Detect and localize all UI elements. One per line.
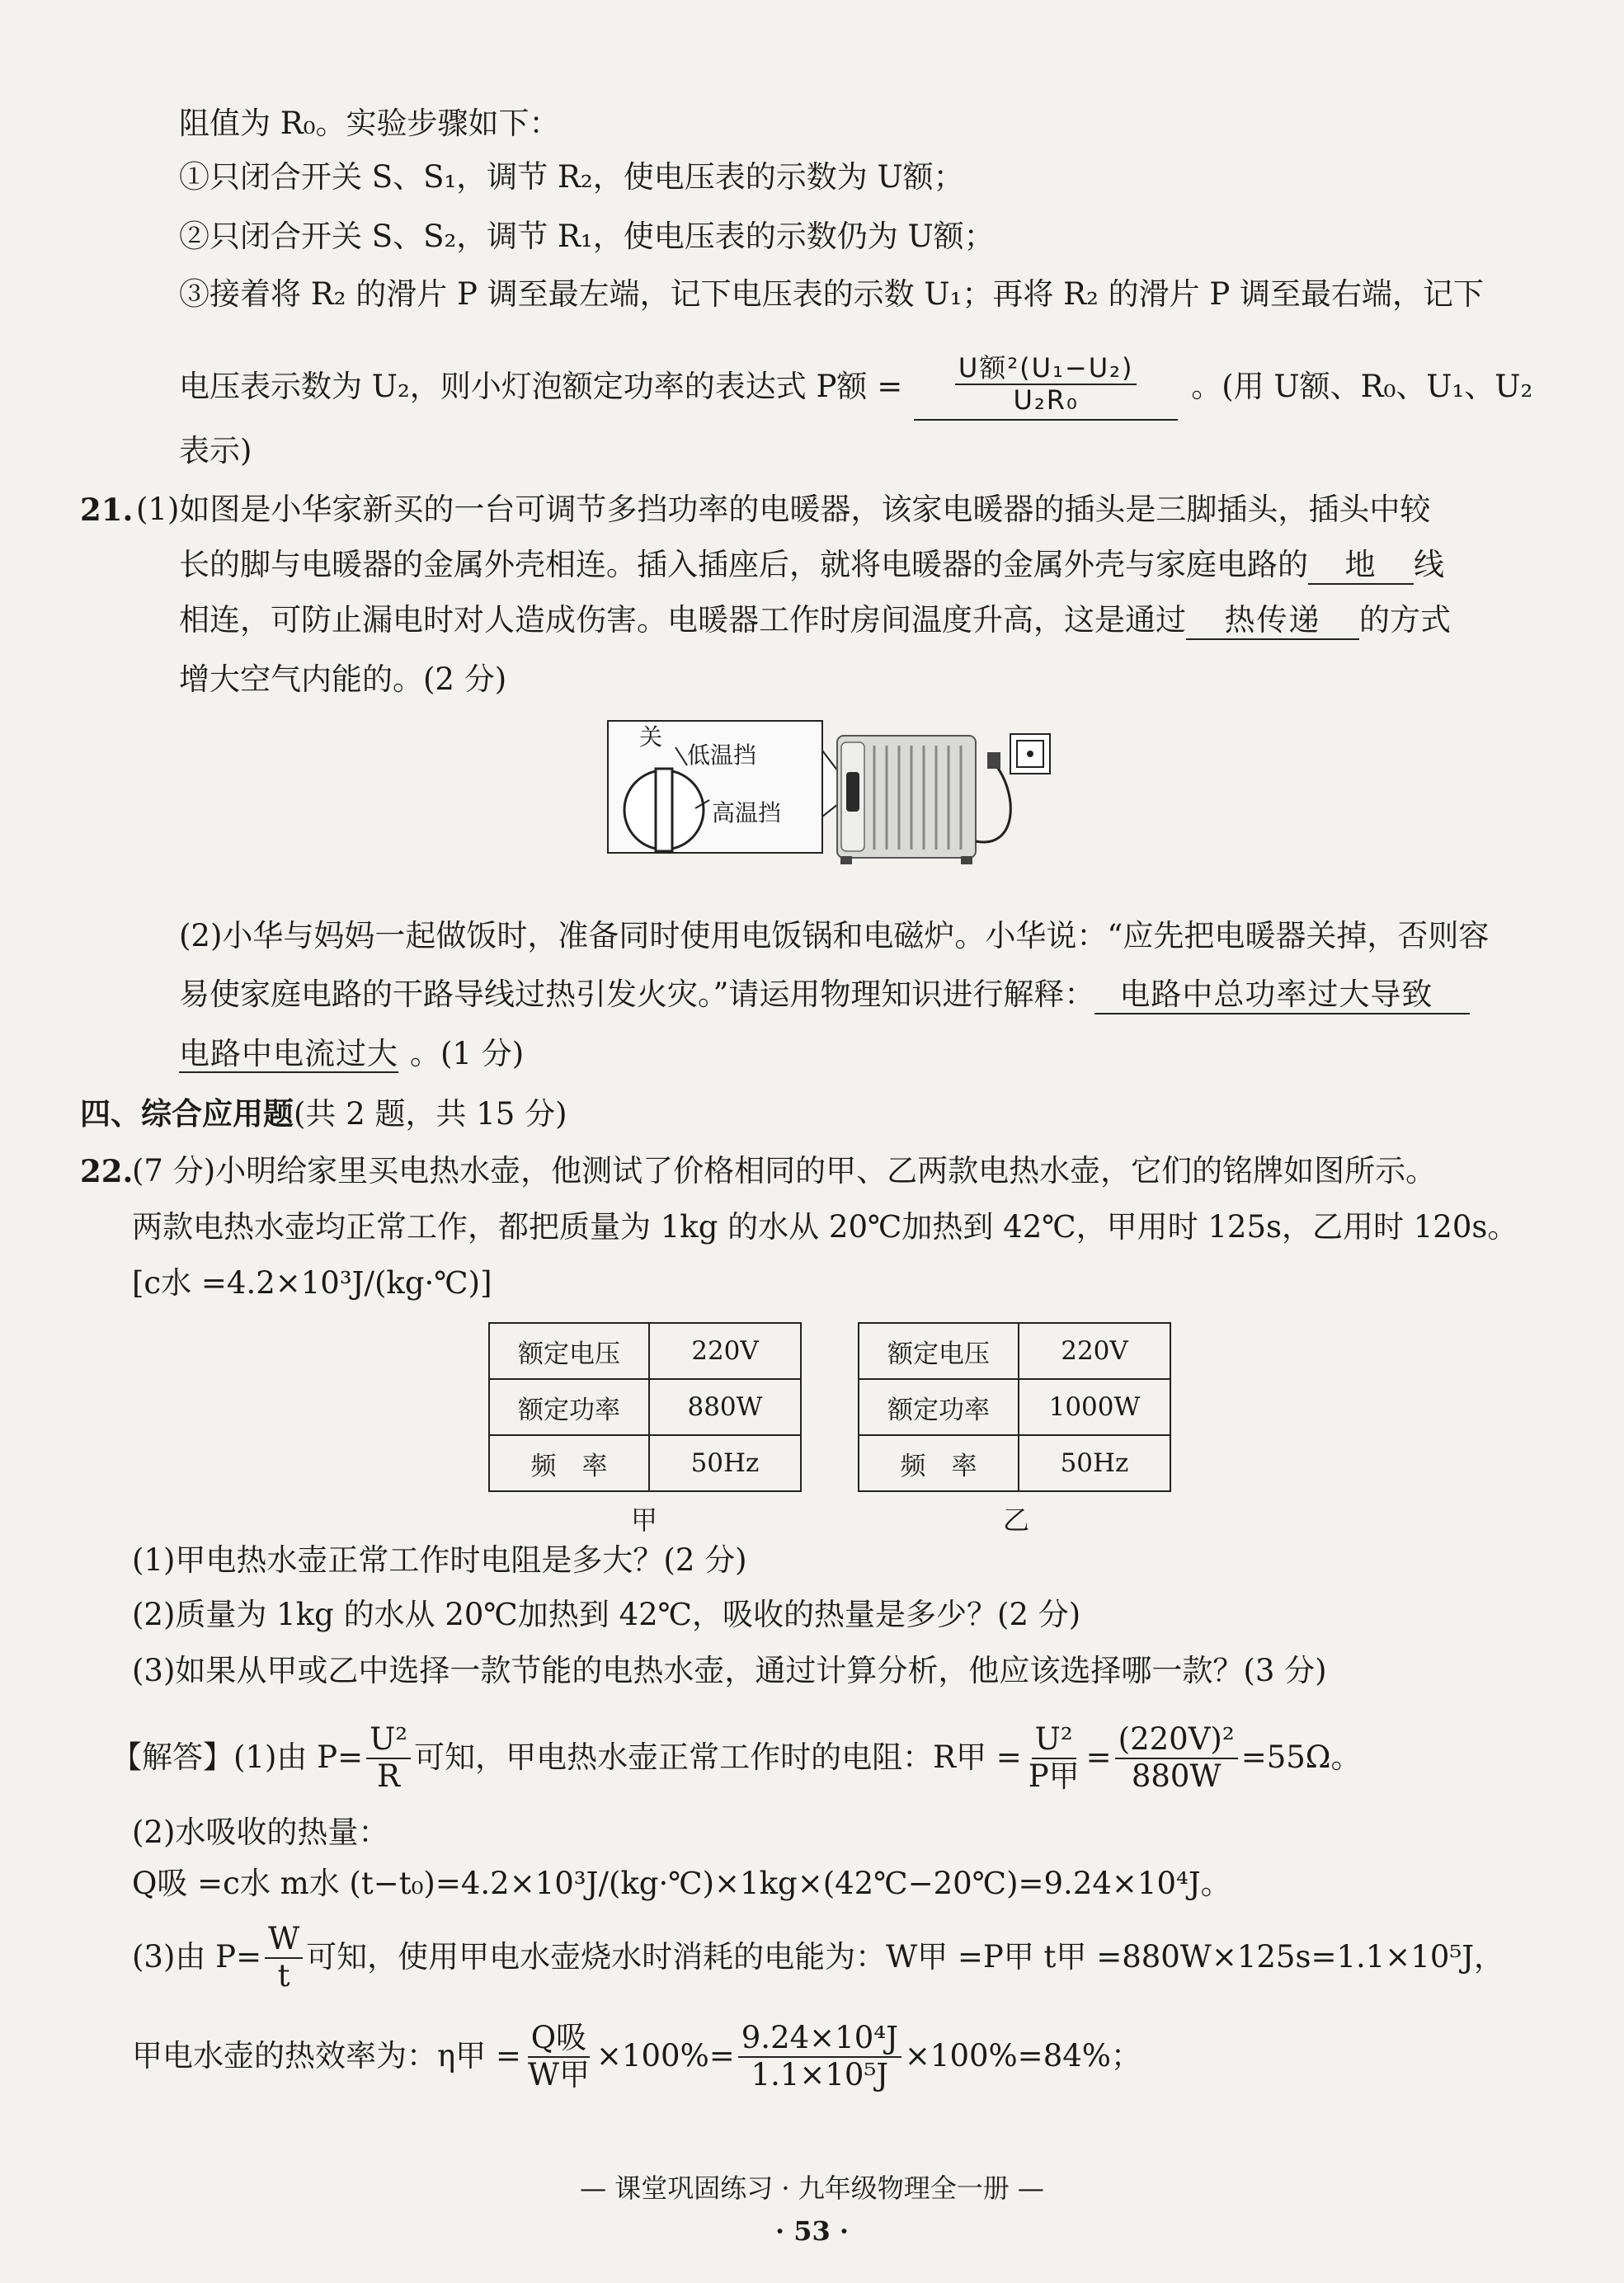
numerator: 9.24×10⁴J xyxy=(738,2021,901,2058)
text-line: 表示) xyxy=(179,433,252,468)
text-fragment: ×100%=84%； xyxy=(904,2038,1142,2074)
step-3: ③接着将 R₂ 的滑片 P 调至最左端，记下电压表的示数 U₁；再将 R₂ 的滑片 P 调至最右端，记下 xyxy=(179,276,1485,312)
table-row xyxy=(489,1379,801,1435)
text-fragment: 。(用 U额、R₀、U₁、U₂ xyxy=(1191,368,1533,404)
denominator: P甲 xyxy=(1028,1758,1080,1794)
nameplate-table-jia xyxy=(488,1322,802,1492)
table-cell: 频 率 xyxy=(489,1435,649,1491)
text-fragment: 易使家庭电路的干路导线过热引发火灾。”请运用物理知识进行解释： xyxy=(179,977,1095,1012)
solution-line-5 xyxy=(132,2021,1142,2092)
table-cell: 880W xyxy=(649,1379,801,1435)
numerator: U² xyxy=(366,1722,411,1759)
numerator: U² xyxy=(1032,1722,1076,1759)
table-row xyxy=(489,1435,801,1491)
answer-explanation-part2: 电路中电流过大 xyxy=(179,1036,398,1071)
solution-line-4 xyxy=(132,1922,1504,1994)
answer-blank-heat-transfer: 热传递 xyxy=(1186,602,1359,640)
page-number: · 53 · xyxy=(774,2215,850,2247)
q22-sub1: (1)甲电热水壶正常工作时电阻是多大？(2 分) xyxy=(132,1542,747,1578)
heater-figure xyxy=(606,718,1068,891)
text-fragment: = xyxy=(1085,1739,1112,1776)
table-cell: 额定功率 xyxy=(859,1379,1019,1435)
text-fragment: =55Ω。 xyxy=(1240,1739,1362,1776)
nameplate-table-yi xyxy=(858,1322,1171,1492)
formula-numerator: U额²(U₁−U₂) xyxy=(955,353,1137,385)
table-cell: 频 率 xyxy=(859,1435,1019,1491)
solution-line-2: (2)水吸收的热量： xyxy=(132,1815,389,1850)
table-row xyxy=(489,1323,801,1379)
solution-line-3: Q吸 =c水 m水 (t−t₀)=4.2×10³J/(kg·℃)×1kg×(42℃−20℃)=9.24×10⁴J。 xyxy=(132,1866,1231,1901)
heater-illustration xyxy=(606,718,1068,891)
text-fragment: 。(1 分) xyxy=(410,1036,525,1071)
text-fragment: 的方式 xyxy=(1359,602,1451,638)
table-cell: 额定电压 xyxy=(489,1323,649,1379)
footer-title: — 课堂巩固练习 · 九年级物理全一册 — xyxy=(580,2172,1044,2204)
text-fragment: 相连，可防止漏电时对人造成伤害。电暖器工作时房间温度升高，这是通过 xyxy=(179,602,1186,638)
step-1: ①只闭合开关 S、S₁，调节 R₂，使电压表的示数为 U额； xyxy=(179,159,964,195)
fraction xyxy=(1025,1722,1083,1794)
q21-part2-line3 xyxy=(179,1036,524,1072)
text-fragment: 电压表示数为 U₂，则小灯泡额定功率的表达式 P额 = xyxy=(179,368,903,404)
answer-blank-ground: 地 xyxy=(1308,547,1414,585)
question-number-22: 22. xyxy=(80,1153,134,1189)
text-fragment: 甲电水壶的热效率为：η甲 = xyxy=(132,2038,521,2074)
formula-denominator: U₂R₀ xyxy=(1013,384,1079,416)
denominator: 880W xyxy=(1131,1758,1222,1794)
table-caption-jia: 甲 xyxy=(631,1504,658,1536)
fraction xyxy=(525,2021,593,2092)
table-cell: 额定功率 xyxy=(489,1379,649,1435)
denominator: W甲 xyxy=(527,2056,590,2092)
q21-part2-line2 xyxy=(179,977,1470,1014)
question-number-21: 21. xyxy=(80,492,134,528)
numerator: W xyxy=(265,1922,303,1959)
q21-part2-line1: (2)小华与妈妈一起做饭时，准备同时使用电饭锅和电磁炉。小华说：“应先把电暖器关掉，否则容 xyxy=(179,918,1490,953)
table-caption-yi: 乙 xyxy=(1003,1504,1030,1536)
section-note: (共 2 题，共 15 分) xyxy=(294,1096,567,1132)
q22-line3: [c水 =4.2×10³J/(kg·℃)] xyxy=(132,1265,492,1301)
q22-line1: (7 分)小明给家里买电热水壶，他测试了价格相同的甲、乙两款电热水壶，它们的铭牌如图所示。 xyxy=(132,1153,1437,1189)
knob-label-low: 低温挡 xyxy=(687,741,757,769)
power-expression-line xyxy=(179,353,1532,421)
text-fragment: ×100%= xyxy=(595,2038,735,2074)
text-fragment: (3)由 P= xyxy=(132,1939,262,1975)
table-row xyxy=(859,1323,1170,1379)
q21-part1-line3 xyxy=(179,602,1451,640)
denominator: 1.1×10⁵J xyxy=(751,2056,889,2092)
text-fragment: 可知，使用甲电水壶烧水时消耗的电能为：W甲 =P甲 t甲 =880W×125s=1.1×10⁵J， xyxy=(306,1939,1505,1975)
table-cell: 220V xyxy=(649,1323,801,1379)
text-fragment: 长的脚与电暖器的金属外壳相连。插入插座后，就将电暖器的金属外壳与家庭电路的 xyxy=(179,547,1308,582)
text-fragment: 可知，甲电热水壶正常工作时的电阻：R甲 = xyxy=(414,1739,1022,1776)
denominator: t xyxy=(277,1957,290,1994)
denominator: R xyxy=(377,1758,401,1794)
q22-sub3: (3)如果从甲或乙中选择一款节能的电热水壶，通过计算分析，他应该选择哪一款？(3 分) xyxy=(132,1653,1327,1688)
fraction xyxy=(265,1922,303,1994)
fraction xyxy=(366,1722,411,1794)
fraction xyxy=(738,2021,901,2092)
text-fragment: 【解答】(1)由 P= xyxy=(111,1739,364,1776)
q21-part1-line1: (1)如图是小华家新买的一台可调节多挡功率的电暖器，该家电暖器的插头是三脚插头，插头中较 xyxy=(136,492,1431,527)
table-cell: 额定电压 xyxy=(859,1323,1019,1379)
q22-line2: 两款电热水壶均正常工作，都把质量为 1kg 的水从 20℃加热到 42℃，甲用时 125s，乙用时 120s。 xyxy=(132,1209,1518,1245)
table-row xyxy=(859,1435,1170,1491)
q22-sub2: (2)质量为 1kg 的水从 20℃加热到 42℃，吸收的热量是多少？(2 分) xyxy=(132,1597,1081,1632)
knob-label-high: 高温挡 xyxy=(712,799,782,826)
table-cell: 50Hz xyxy=(1019,1435,1170,1491)
q21-part1-line2 xyxy=(179,547,1444,585)
solution-line-1 xyxy=(111,1722,1361,1794)
text-line: 阻值为 R₀。实验步骤如下： xyxy=(179,106,560,141)
fraction xyxy=(1115,1722,1238,1794)
section-title: 四、综合应用题 xyxy=(80,1095,294,1132)
answer-power-formula xyxy=(914,353,1178,421)
text-fragment: 线 xyxy=(1414,547,1444,582)
section-heading xyxy=(80,1095,567,1132)
answer-explanation-part1: 电路中总功率过大导致 xyxy=(1094,977,1470,1014)
numerator: (220V)² xyxy=(1115,1722,1238,1759)
numerator: Q吸 xyxy=(528,2021,590,2058)
table-cell: 50Hz xyxy=(649,1435,801,1491)
table-row xyxy=(859,1379,1170,1435)
knob-label-off: 关 xyxy=(639,723,663,751)
step-2: ②只闭合开关 S、S₂，调节 R₁，使电压表的示数仍为 U额； xyxy=(179,219,995,254)
q21-part1-line4: 增大空气内能的。(2 分) xyxy=(179,661,507,697)
table-cell: 220V xyxy=(1019,1323,1170,1379)
table-cell: 1000W xyxy=(1019,1379,1170,1435)
